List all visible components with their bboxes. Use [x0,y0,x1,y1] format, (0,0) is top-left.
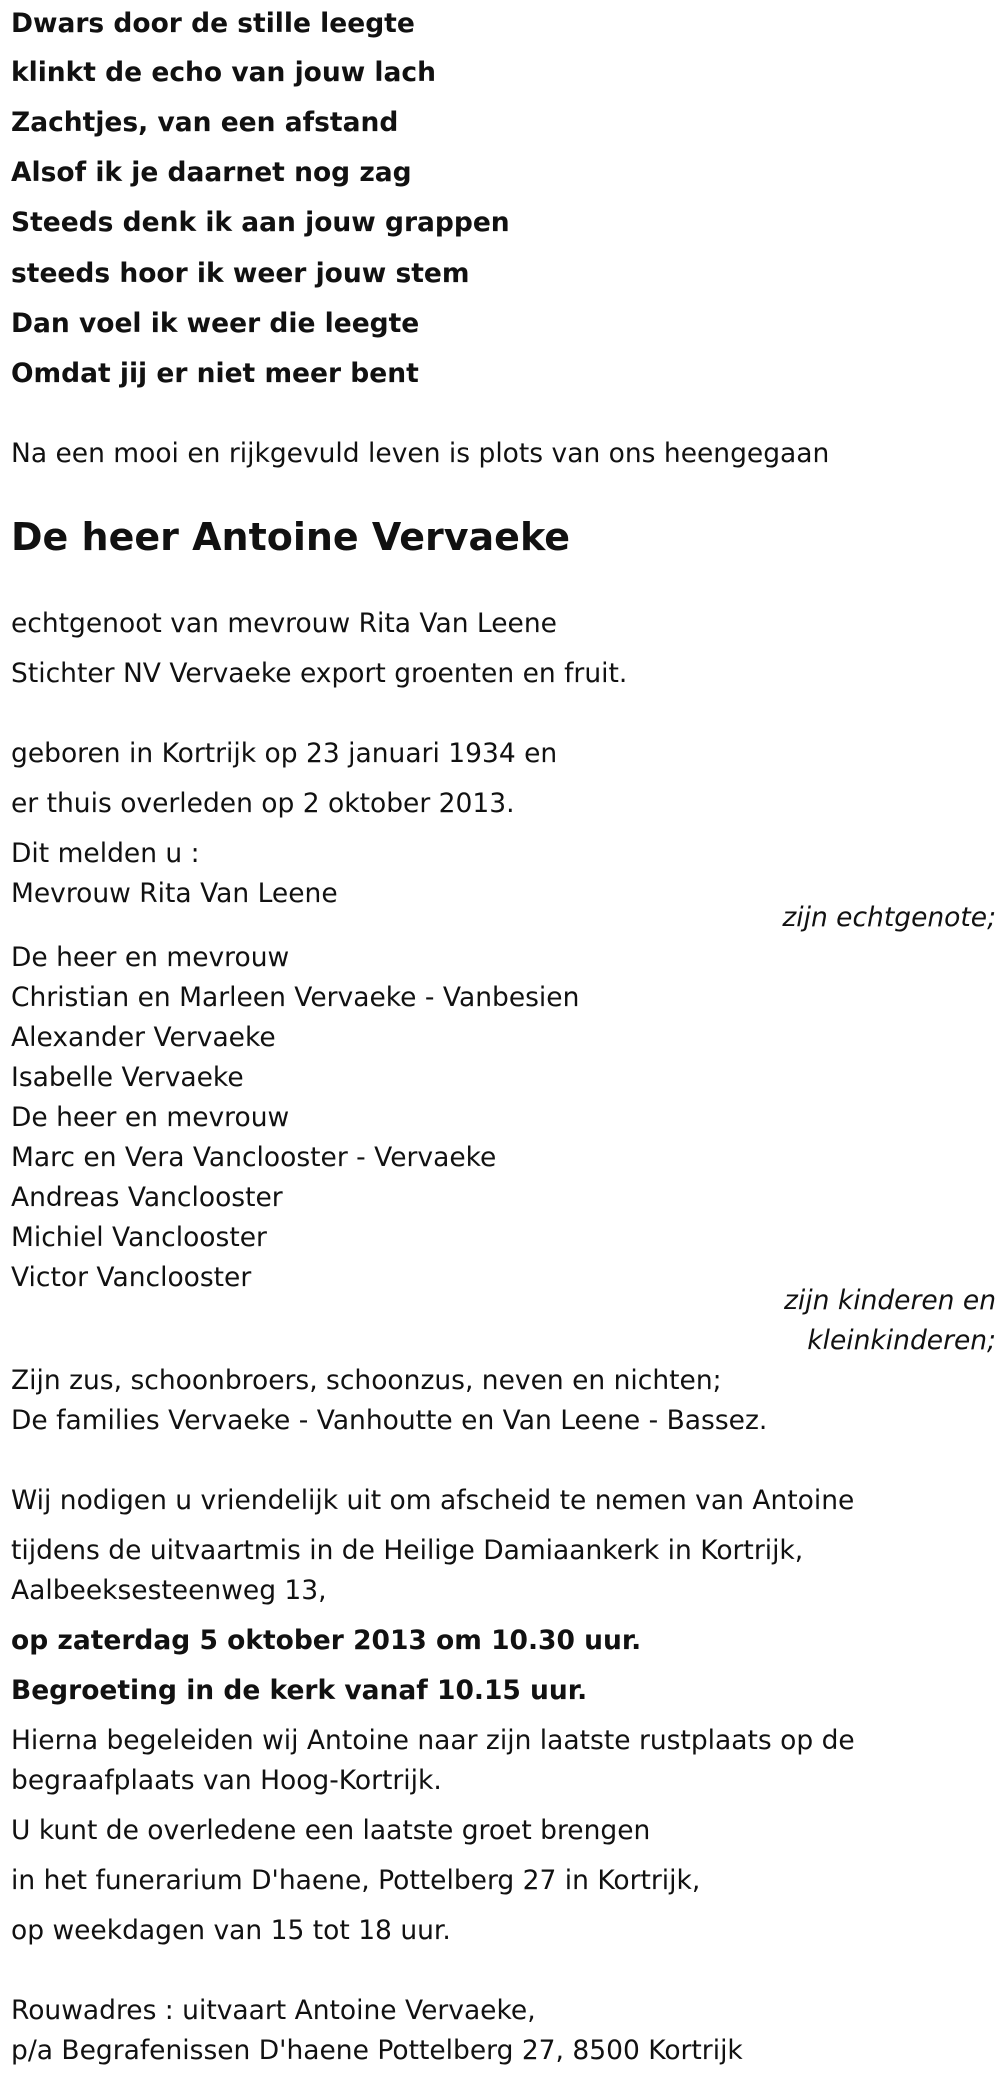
birth-line: geboren in Kortrijk op 23 januari 1934 en [11,738,558,769]
family-line: Zijn zus, schoonbroers, schoonzus, neven en nichten; [11,1365,722,1396]
service-date: op zaterdag 5 oktober 2013 om 10.30 uur. [11,1625,642,1656]
viewing-line: U kunt de overledene een laatste groet brengen [11,1815,651,1846]
burial-line: begraafplaats van Hoog-Kortrijk. [11,1765,442,1796]
address-line: Rouwadres : uitvaart Antoine Vervaeke, [11,1995,536,2026]
spouse-name: Mevrouw Rita Van Leene [11,878,338,909]
intro-text: Na een mooi en rijkgevuld leven is plots van ons heengegaan [11,438,830,469]
poem-line: Dwars door de stille leegte [11,8,415,39]
invitation-line: Aalbeeksesteenweg 13, [11,1575,327,1606]
spouse-line: echtgenoot van mevrouw Rita Van Leene [11,608,557,639]
children-role: kleinkinderen; [807,1325,996,1356]
burial-line: Hierna begeleiden wij Antoine naar zijn laatste rustplaats op de [11,1725,855,1756]
announce-label: Dit melden u : [11,838,200,869]
child-line: Isabelle Vervaeke [11,1062,244,1093]
child-line: Christian en Marleen Vervaeke - Vanbesien [11,982,580,1013]
poem-line: Zachtjes, van een afstand [11,107,399,138]
child-line: De heer en mevrouw [11,942,290,973]
poem-line: steeds hoor ik weer jouw stem [11,258,470,289]
poem-line: Steeds denk ik aan jouw grappen [11,207,510,238]
child-line: Victor Vanclooster [11,1262,252,1293]
child-line: Marc en Vera Vanclooster - Vervaeke [11,1142,497,1173]
greeting-time: Begroeting in de kerk vanaf 10.15 uur. [11,1675,588,1706]
poem-line: Omdat jij er niet meer bent [11,358,419,389]
family-line: De families Vervaeke - Vanhoutte en Van Leene - Bassez. [11,1405,768,1436]
poem-line: klinkt de echo van jouw lach [11,57,436,88]
children-role: zijn kinderen en [784,1285,996,1316]
address-line: p/a Begrafenissen D'haene Pottelberg 27, 8500 Kortrijk [11,2035,743,2066]
viewing-line: in het funerarium D'haene, Pottelberg 27 in Kortrijk, [11,1865,701,1896]
founder-line: Stichter NV Vervaeke export groenten en fruit. [11,658,628,689]
child-line: De heer en mevrouw [11,1102,290,1133]
child-line: Alexander Vervaeke [11,1022,276,1053]
child-line: Michiel Vanclooster [11,1222,267,1253]
poem-line: Dan voel ik weer die leegte [11,308,420,339]
deceased-name: De heer Antoine Vervaeke [11,515,570,559]
invitation-line: Wij nodigen u vriendelijk uit om afscheid te nemen van Antoine [11,1485,855,1516]
invitation-line: tijdens de uitvaartmis in de Heilige Damiaankerk in Kortrijk, [11,1535,804,1566]
spouse-role: zijn echtgenote; [782,902,996,933]
poem-line: Alsof ik je daarnet nog zag [11,157,412,188]
child-line: Andreas Vanclooster [11,1182,283,1213]
viewing-line: op weekdagen van 15 tot 18 uur. [11,1915,451,1946]
death-line: er thuis overleden op 2 oktober 2013. [11,788,515,819]
